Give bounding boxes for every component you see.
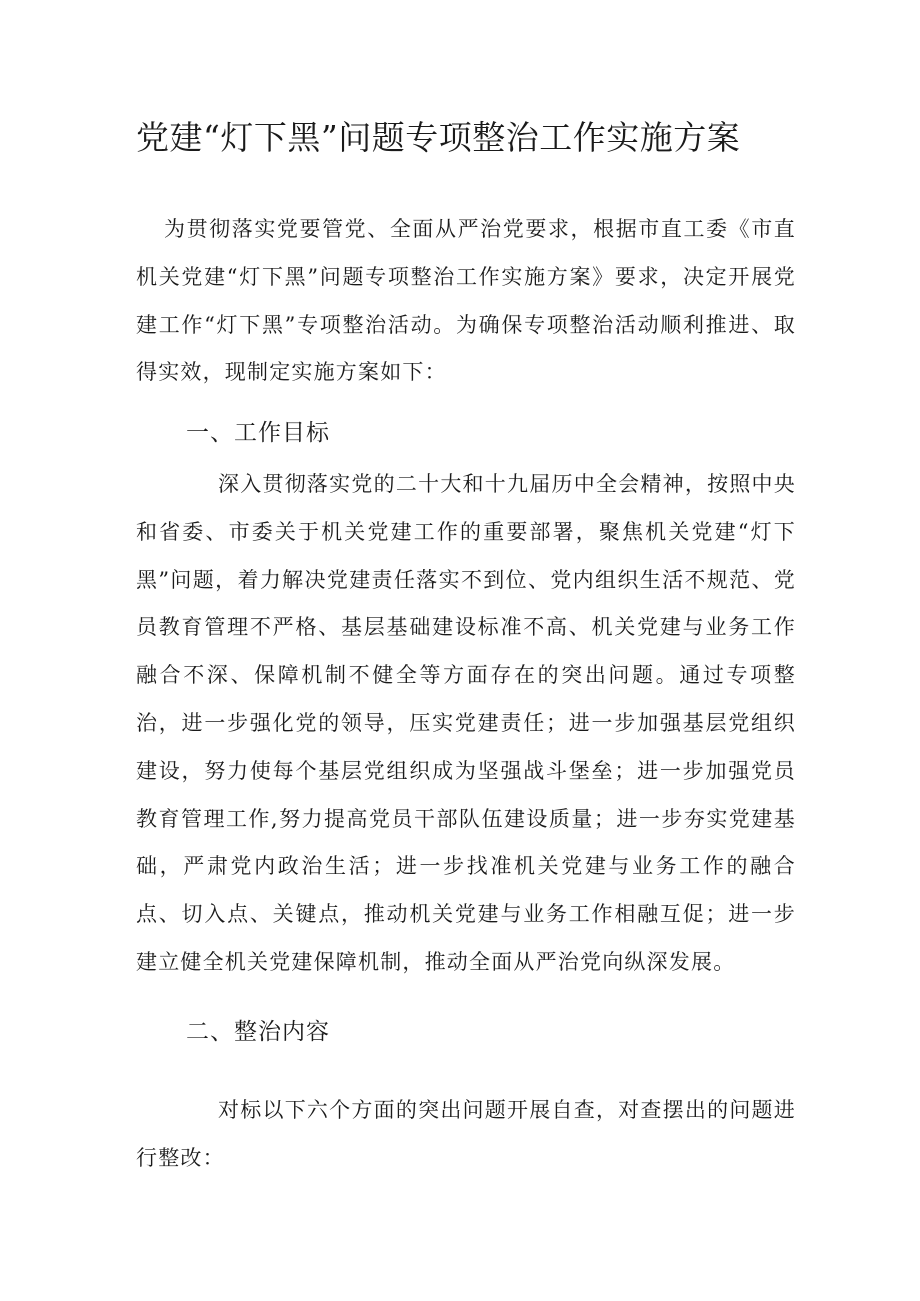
document-title: 党建“灯下黑”问题专项整治工作实施方案 [136, 118, 741, 157]
section-body-goals: 深入贯彻落实党的二十大和十九届历中全会精神，按照中央和省委、市委关于机关党建工作的重要部署，聚焦机关党建“灯下黑”问题，着力解决党建责任落实不到位、党内组织生活不规范、党员教育管理不严格、基层基础建设标准不高、机关党建与业务工作融合不深、保障机制不健全等方面存在的突出问题。通过专项整治，进一步强化党的领导，压实党建责任；进一步加强基层党组织建设，努力使每个基层党组织成为坚强战斗堡垒；进一步加强党员教育管理工作,努力提高党员干部队伍建设质量；进一步夯实党建基础，严肃党内政治生活；进一步找准机关党建与业务工作的融合点、切入点、关键点，推动机关党建与业务工作相融互促；进一步建立健全机关党建保障机制，推动全面从严治党向纵深发展。 [136, 472, 796, 974]
intro-paragraph: 为贯彻落实党要管党、全面从严治党要求，根据市直工委《市直机关党建“灯下黑”问题专项整治工作实施方案》要求，决定开展党建工作“灯下黑”专项整治活动。为确保专项整治活动顺利推进、取得实效，现制定实施方案如下： [136, 217, 796, 385]
section-heading-content: 二、整治内容 [186, 1019, 330, 1045]
section-body-content: 对标以下六个方面的突出问题开展自查，对查摆出的问题进行整改： [136, 1098, 796, 1170]
section-heading-goals: 一、工作目标 [186, 420, 330, 446]
